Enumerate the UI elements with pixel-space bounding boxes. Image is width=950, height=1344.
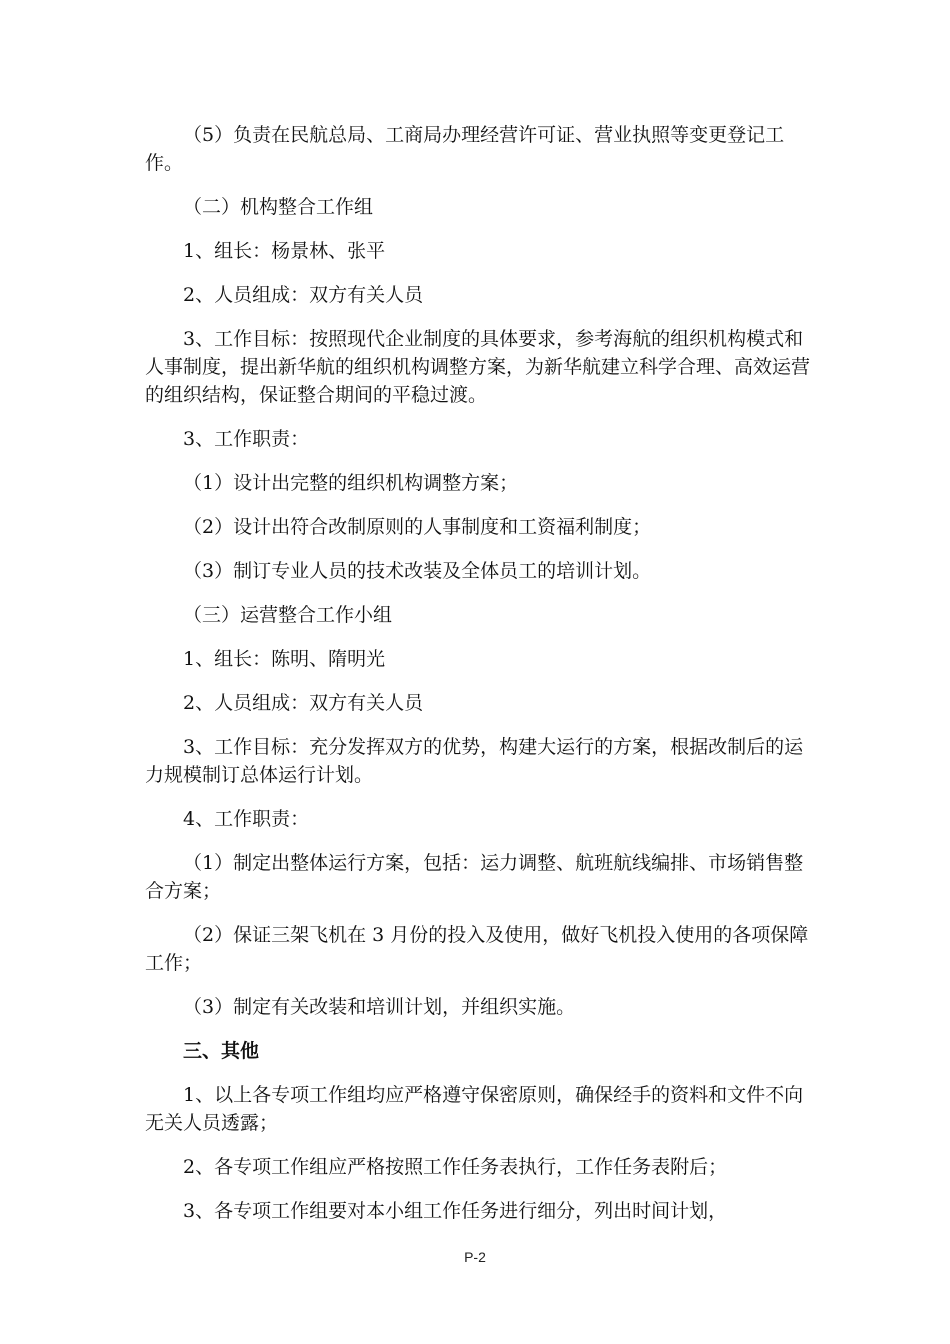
paragraph-org-duty-1: （1）设计出完整的组织机构调整方案； xyxy=(183,472,519,494)
paragraph-org-group-goal: 3、工作目标：按照现代企业制度的具体要求，参考海航的组织机构模式和人事制度，提出新华航的组织机构调整方案，为新华航建立科学合理、高效运营的组织结构，保证整合期间的平稳过渡。 xyxy=(145,328,811,406)
heading-org-integration-group: （二）机构整合工作组 xyxy=(183,196,374,218)
paragraph-license-registration: （5）负责在民航总局、工商局办理经营许可证、营业执照等变更登记工作。 xyxy=(145,124,785,174)
paragraph-ops-group-members: 2、人员组成：双方有关人员 xyxy=(183,692,424,714)
paragraph-other-2: 2、各专项工作组应严格按照工作任务表执行，工作任务表附后； xyxy=(183,1156,728,1178)
paragraph-ops-duty-3: （3）制定有关改装和培训计划，并组织实施。 xyxy=(183,996,576,1018)
document-body xyxy=(145,121,810,1241)
paragraph-ops-duty-2: （2）保证三架飞机在 3 月份的投入及使用，做好飞机投入使用的各项保障工作； xyxy=(145,924,809,974)
paragraph-org-duty-3: （3）制订专业人员的技术改装及全体员工的培训计划。 xyxy=(183,560,652,582)
paragraph-ops-group-goal: 3、工作目标：充分发挥双方的优势，构建大运行的方案，根据改制后的运力规模制订总体运行计划。 xyxy=(145,736,804,786)
paragraph-org-duty-2: （2）设计出符合改制原则的人事制度和工资福利制度； xyxy=(183,516,652,538)
paragraph-other-1: 1、以上各专项工作组均应严格遵守保密原则，确保经手的资料和文件不向无关人员透露； xyxy=(145,1084,804,1134)
heading-operations-integration-group: （三）运营整合工作小组 xyxy=(183,604,393,626)
page-number: P-2 xyxy=(464,1249,486,1265)
paragraph-org-group-leaders: 1、组长：杨景林、张平 xyxy=(183,240,386,262)
paragraph-org-group-duties-heading: 3、工作职责： xyxy=(183,428,310,450)
heading-other: 三、其他 xyxy=(183,1040,260,1062)
paragraph-other-3: 3、各专项工作组要对本小组工作任务进行细分，列出时间计划， xyxy=(183,1200,728,1222)
paragraph-ops-duty-1: （1）制定出整体运行方案，包括：运力调整、航班航线编排、市场销售整合方案； xyxy=(145,852,804,902)
paragraph-org-group-members: 2、人员组成：双方有关人员 xyxy=(183,284,424,306)
paragraph-ops-group-leaders: 1、组长：陈明、隋明光 xyxy=(183,648,386,670)
paragraph-ops-group-duties-heading: 4、工作职责： xyxy=(183,808,310,830)
